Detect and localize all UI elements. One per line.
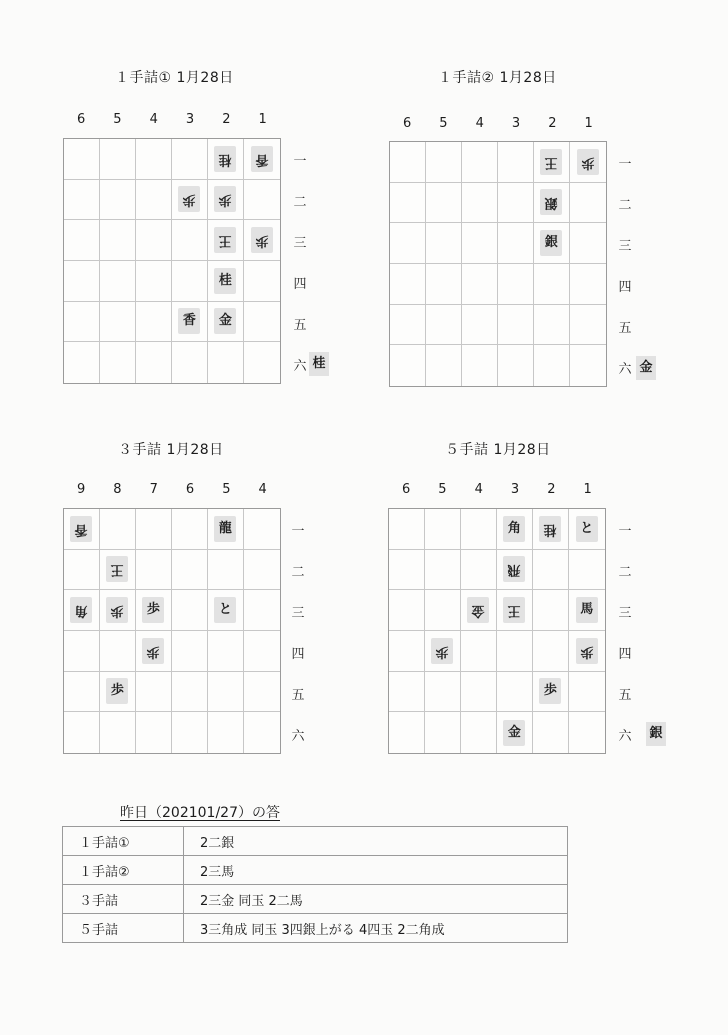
board-square	[426, 305, 462, 346]
board-square	[172, 712, 208, 753]
board-square	[570, 223, 606, 264]
opponent-piece: 歩	[106, 597, 128, 623]
board-square	[100, 590, 136, 631]
board-square	[533, 672, 569, 713]
board-square	[244, 220, 280, 261]
table-row	[63, 856, 568, 885]
shogi-board	[63, 138, 281, 384]
board-square	[570, 264, 606, 305]
board-square	[462, 305, 498, 346]
board-square	[389, 631, 425, 672]
opponent-piece: 王	[503, 597, 525, 623]
opponent-piece: 金	[467, 597, 489, 623]
board-square	[244, 180, 280, 221]
board-square	[462, 264, 498, 305]
board-square	[208, 302, 244, 343]
player-piece: 銀	[540, 230, 562, 256]
board-square	[426, 345, 462, 386]
board-square	[64, 509, 100, 550]
board-square	[498, 305, 534, 346]
board-square	[569, 509, 605, 550]
row-label: 六	[293, 358, 307, 374]
column-number: 2	[548, 116, 557, 131]
opponent-piece: 歩	[251, 227, 273, 253]
opponent-piece: 桂	[539, 516, 561, 542]
puzzle-title: ３手詰 1月28日	[118, 442, 224, 458]
opponent-piece: 飛	[503, 556, 525, 582]
column-number: 2	[547, 482, 556, 497]
board-square	[208, 712, 244, 753]
board-square	[64, 302, 100, 343]
row-label: 二	[618, 197, 632, 213]
opponent-piece: 歩	[577, 149, 599, 175]
board-square	[425, 672, 461, 713]
board-square	[136, 672, 172, 713]
board-square	[462, 345, 498, 386]
board-square	[497, 672, 533, 713]
board-square	[136, 139, 172, 180]
column-number: 7	[149, 482, 158, 497]
board-square	[390, 183, 426, 224]
board-square	[497, 550, 533, 591]
board-square	[172, 509, 208, 550]
board-square	[497, 631, 533, 672]
column-number: 2	[222, 112, 231, 127]
board-square	[533, 590, 569, 631]
board-square	[208, 672, 244, 713]
board-square	[461, 672, 497, 713]
board-square	[462, 142, 498, 183]
board-square	[389, 712, 425, 753]
board-square	[569, 550, 605, 591]
column-number: 4	[474, 482, 483, 497]
puzzle-title: ５手詰 1月28日	[445, 442, 551, 458]
board-square	[533, 550, 569, 591]
player-piece: 龍	[214, 516, 236, 542]
board-square	[136, 261, 172, 302]
board-square	[100, 672, 136, 713]
table-row	[63, 914, 568, 943]
opponent-piece: 歩	[142, 638, 164, 664]
board-square	[100, 220, 136, 261]
board-square	[136, 220, 172, 261]
row-label: 一	[618, 523, 632, 539]
row-label: 二	[618, 564, 632, 580]
board-square	[172, 302, 208, 343]
column-number: 3	[510, 482, 520, 497]
board-square	[100, 180, 136, 221]
row-label: 二	[293, 194, 307, 210]
board-square	[425, 590, 461, 631]
board-square	[172, 180, 208, 221]
column-number: 9	[77, 482, 86, 497]
opponent-piece: 王	[106, 556, 128, 582]
board-square	[172, 590, 208, 631]
board-square	[461, 631, 497, 672]
board-square	[100, 302, 136, 343]
player-piece: 金	[214, 308, 236, 334]
pieces-in-hand: 金	[636, 356, 656, 380]
board-square	[534, 223, 570, 264]
board-square	[208, 139, 244, 180]
board-square	[172, 672, 208, 713]
board-square	[570, 345, 606, 386]
board-square	[570, 183, 606, 224]
board-square	[172, 261, 208, 302]
board-square	[390, 305, 426, 346]
board-square	[389, 672, 425, 713]
board-square	[172, 139, 208, 180]
board-square	[498, 223, 534, 264]
board-square	[390, 142, 426, 183]
row-label: 五	[618, 320, 632, 336]
answer-label: １手詰①	[63, 827, 184, 856]
player-piece: 歩	[106, 678, 128, 704]
board-square	[208, 220, 244, 261]
board-square	[497, 509, 533, 550]
board-square	[100, 509, 136, 550]
player-piece: と	[214, 597, 236, 623]
board-square	[64, 180, 100, 221]
row-label: 四	[618, 646, 632, 662]
board-square	[498, 183, 534, 224]
row-label: 六	[618, 728, 632, 744]
opponent-piece: 銀	[540, 189, 562, 215]
row-label: 四	[293, 276, 307, 292]
opponent-piece: 香	[251, 146, 273, 172]
board-square	[208, 631, 244, 672]
column-number: 1	[584, 116, 593, 131]
board-square	[462, 223, 498, 264]
player-piece: 桂	[214, 268, 236, 294]
column-number: 6	[77, 112, 86, 127]
board-square	[389, 590, 425, 631]
answer-text: 2二銀	[184, 827, 568, 856]
row-label: 三	[618, 238, 632, 254]
shogi-board	[63, 508, 281, 754]
board-square	[64, 261, 100, 302]
opponent-piece: 桂	[214, 146, 236, 172]
board-square	[570, 142, 606, 183]
board-square	[389, 509, 425, 550]
row-label: 一	[293, 153, 307, 169]
board-square	[136, 712, 172, 753]
pieces-in-hand: 銀	[646, 722, 666, 746]
player-piece: 金	[503, 720, 525, 746]
answers-title: 昨日（202101/27）の答	[120, 805, 280, 821]
column-number: 1	[258, 112, 267, 127]
board-square	[208, 180, 244, 221]
board-square	[534, 264, 570, 305]
board-square	[208, 342, 244, 383]
board-square	[425, 550, 461, 591]
board-square	[208, 590, 244, 631]
shogi-board	[388, 508, 606, 754]
answer-text: 3三角成 同玉 3四銀上がる 4四玉 2二角成	[184, 914, 568, 943]
board-square	[100, 712, 136, 753]
table-row	[63, 827, 568, 856]
board-square	[426, 142, 462, 183]
puzzle-title: １手詰① 1月28日	[115, 70, 234, 86]
board-square	[426, 223, 462, 264]
board-square	[533, 509, 569, 550]
player-piece: 香	[178, 308, 200, 334]
shogi-board	[389, 141, 607, 387]
board-square	[390, 345, 426, 386]
board-square	[244, 261, 280, 302]
board-square	[244, 550, 280, 591]
row-label: 五	[618, 687, 632, 703]
board-square	[461, 590, 497, 631]
column-number: 4	[475, 116, 484, 131]
column-number: 4	[258, 482, 267, 497]
board-square	[533, 631, 569, 672]
board-square	[569, 590, 605, 631]
board-square	[208, 550, 244, 591]
board-square	[461, 712, 497, 753]
board-square	[208, 261, 244, 302]
row-label: 一	[618, 156, 632, 172]
board-square	[425, 509, 461, 550]
board-square	[64, 672, 100, 713]
board-square	[136, 631, 172, 672]
row-label: 四	[291, 646, 305, 662]
row-label: 三	[293, 235, 307, 251]
board-square	[534, 142, 570, 183]
player-piece: 馬	[576, 597, 598, 623]
board-square	[172, 220, 208, 261]
column-number: 4	[149, 112, 158, 127]
board-square	[100, 342, 136, 383]
column-number: 5	[113, 112, 122, 127]
board-square	[64, 631, 100, 672]
board-square	[172, 631, 208, 672]
answer-label: １手詰②	[63, 856, 184, 885]
board-square	[425, 712, 461, 753]
board-square	[244, 139, 280, 180]
board-square	[461, 550, 497, 591]
board-square	[534, 345, 570, 386]
opponent-piece: 王	[214, 227, 236, 253]
table-row	[63, 885, 568, 914]
board-square	[136, 342, 172, 383]
puzzle-title: １手詰② 1月28日	[438, 70, 557, 86]
opponent-piece: 歩	[431, 638, 453, 664]
board-square	[64, 139, 100, 180]
board-square	[569, 672, 605, 713]
column-number: 6	[185, 482, 195, 497]
column-number: 5	[438, 482, 447, 497]
board-square	[100, 261, 136, 302]
board-square	[462, 183, 498, 224]
board-square	[498, 345, 534, 386]
answer-label: ５手詰	[63, 914, 184, 943]
board-square	[389, 550, 425, 591]
row-label: 五	[293, 317, 307, 333]
row-label: 一	[291, 523, 305, 539]
board-square	[100, 550, 136, 591]
board-square	[426, 183, 462, 224]
board-square	[497, 712, 533, 753]
column-number: 6	[402, 482, 411, 497]
board-square	[244, 302, 280, 343]
opponent-piece: 角	[70, 597, 92, 623]
board-square	[64, 590, 100, 631]
row-label: 二	[291, 564, 305, 580]
column-number: 1	[583, 482, 592, 497]
board-square	[136, 180, 172, 221]
board-square	[534, 183, 570, 224]
board-square	[569, 712, 605, 753]
opponent-piece: 歩	[214, 186, 236, 212]
board-square	[244, 712, 280, 753]
board-square	[390, 264, 426, 305]
board-square	[64, 550, 100, 591]
board-square	[136, 590, 172, 631]
board-square	[100, 139, 136, 180]
column-number: 5	[439, 116, 448, 131]
board-square	[172, 550, 208, 591]
pieces-in-hand: 桂	[309, 352, 329, 376]
player-piece: と	[576, 516, 598, 542]
board-square	[390, 223, 426, 264]
row-label: 三	[291, 605, 305, 621]
board-square	[533, 712, 569, 753]
column-number: 8	[113, 482, 122, 497]
board-square	[136, 509, 172, 550]
answers-table	[62, 826, 568, 943]
board-square	[498, 142, 534, 183]
board-square	[208, 509, 244, 550]
board-square	[64, 220, 100, 261]
board-square	[244, 590, 280, 631]
row-label: 六	[618, 361, 632, 377]
board-square	[244, 672, 280, 713]
board-square	[425, 631, 461, 672]
player-piece: 角	[503, 516, 525, 542]
board-square	[64, 712, 100, 753]
opponent-piece: 歩	[178, 186, 200, 212]
board-square	[497, 590, 533, 631]
answer-text: 2三馬	[184, 856, 568, 885]
player-piece: 歩	[142, 597, 164, 623]
opponent-piece: 香	[70, 516, 92, 542]
board-square	[64, 342, 100, 383]
board-square	[498, 264, 534, 305]
board-square	[136, 302, 172, 343]
board-square	[461, 509, 497, 550]
column-number: 5	[222, 482, 231, 497]
row-label: 五	[291, 687, 305, 703]
column-number: 6	[403, 116, 412, 131]
answer-label: ３手詰	[63, 885, 184, 914]
opponent-piece: 王	[540, 149, 562, 175]
board-square	[172, 342, 208, 383]
board-square	[244, 342, 280, 383]
board-square	[136, 550, 172, 591]
row-label: 三	[618, 605, 632, 621]
board-square	[569, 631, 605, 672]
column-number: 3	[511, 116, 521, 131]
row-label: 六	[291, 728, 305, 744]
board-square	[244, 509, 280, 550]
opponent-piece: 歩	[576, 638, 598, 664]
board-square	[244, 631, 280, 672]
board-square	[570, 305, 606, 346]
board-square	[534, 305, 570, 346]
answer-text: 2三金 同玉 2二馬	[184, 885, 568, 914]
player-piece: 歩	[539, 678, 561, 704]
board-square	[100, 631, 136, 672]
board-square	[426, 264, 462, 305]
column-number: 3	[185, 112, 195, 127]
row-label: 四	[618, 279, 632, 295]
